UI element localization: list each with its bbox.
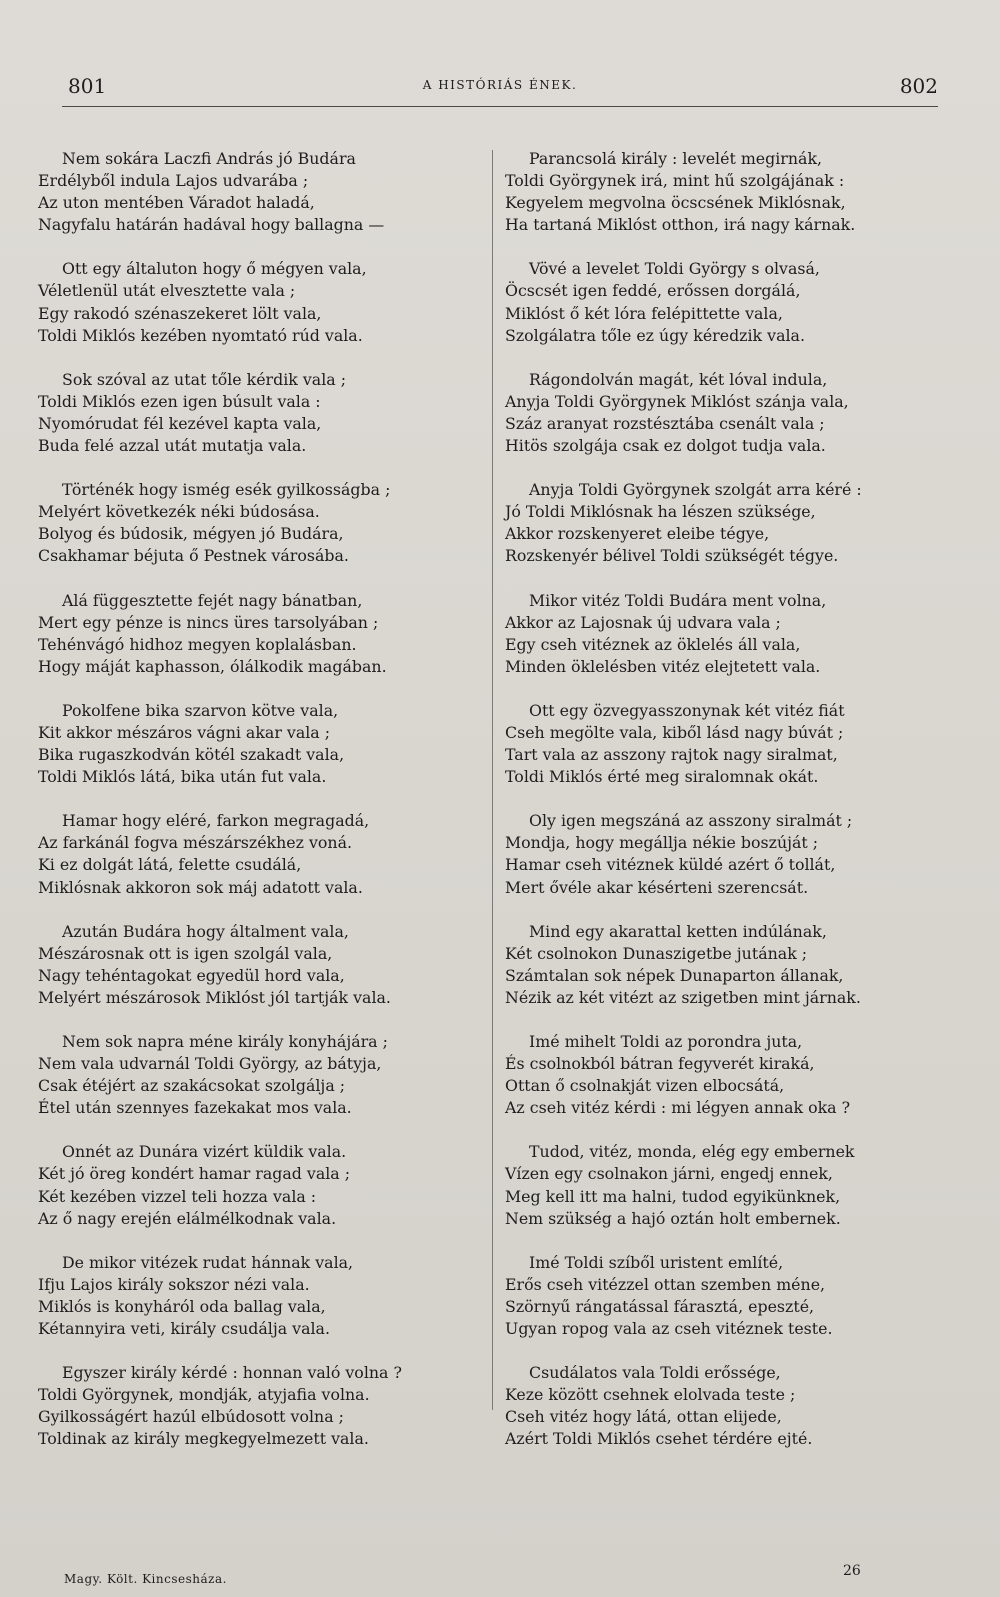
stanza bbox=[505, 369, 935, 457]
column-divider bbox=[492, 150, 493, 1410]
verse-line: Csudálatos vala Toldi erőssége, bbox=[529, 1363, 781, 1383]
verse-line: Ki ez dolgát látá, felette csudálá, bbox=[38, 855, 302, 875]
verse-line: Akkor az Lajosnak új udvara vala ; bbox=[505, 612, 781, 632]
stanza bbox=[38, 479, 468, 567]
verse-line: Az uton mentében Váradot haladá, bbox=[38, 193, 315, 213]
verse-line: Ha tartaná Miklóst otthon, irá nagy kárnak. bbox=[505, 215, 856, 235]
verse-line: Meg kell itt ma halni, tudod egyikünknek, bbox=[505, 1186, 841, 1206]
verse-line: Bolyog és búdosik, mégyen jó Budára, bbox=[38, 524, 344, 544]
verse-line: Csak étéjért az szakácsokat szolgálja ; bbox=[38, 1076, 346, 1096]
verse-line: Toldi Miklós kezében nyomtató rúd vala. bbox=[38, 325, 363, 345]
verse-line: Sok szóval az utat tőle kérdik vala ; bbox=[62, 369, 347, 389]
stanza bbox=[505, 1141, 935, 1229]
verse-line: Bika rugaszkodván kötél szakadt vala, bbox=[38, 745, 345, 765]
verse-line: Nagy tehéntagokat egyedül hord vala, bbox=[38, 965, 345, 985]
verse-line: Cseh megölte vala, kiből lásd nagy búvát ; bbox=[505, 722, 844, 742]
verse-line: Két jó öreg kondért hamar ragad vala ; bbox=[38, 1164, 351, 1184]
running-title: A HISTÓRIÁS ÉNEK. bbox=[422, 78, 578, 92]
verse-line: Miklósnak akkoron sok máj adatott vala. bbox=[38, 877, 363, 897]
verse-line: Kit akkor mészáros vágni akar vala ; bbox=[38, 722, 331, 742]
stanza bbox=[38, 1252, 468, 1340]
verse-line: Az cseh vitéz kérdi : mi légyen annak oka ? bbox=[505, 1098, 851, 1118]
verse-line: Anyja Toldi Györgynek szolgát arra kéré : bbox=[529, 480, 862, 500]
verse-line: Nem vala udvarnál Toldi György, az bátyja, bbox=[38, 1054, 382, 1074]
verse-line: Toldinak az király megkegyelmezett vala. bbox=[38, 1429, 369, 1449]
verse-line: Erdélyből indula Lajos udvarába ; bbox=[38, 171, 309, 191]
verse-line: Két kezében vizzel teli hozza vala : bbox=[38, 1186, 317, 1206]
verse-line: Mikor vitéz Toldi Budára ment volna, bbox=[529, 590, 827, 610]
verse-line: Azután Budára hogy általment vala, bbox=[62, 921, 349, 941]
verse-line: Mind egy akarattal ketten indúlának, bbox=[529, 921, 827, 941]
verse-line: Onnét az Dunára vizért küldik vala. bbox=[62, 1142, 347, 1162]
verse-line: Nagyfalu határán hadával hogy ballagna — bbox=[38, 215, 385, 235]
stanza bbox=[505, 1252, 935, 1340]
verse-line: Történék hogy ismég esék gyilkosságba ; bbox=[62, 480, 391, 500]
left-page-number: 801 bbox=[68, 74, 107, 98]
verse-line: Mert egy pénze is nincs üres tarsolyában ; bbox=[38, 612, 379, 632]
signature-mark: 26 bbox=[843, 1563, 861, 1579]
verse-line: Miklóst ő két lóra felépittette vala, bbox=[505, 303, 783, 323]
stanza bbox=[38, 1031, 468, 1119]
stanza bbox=[505, 700, 935, 788]
verse-line: Hogy máját kaphasson, ólálkodik magában. bbox=[38, 656, 387, 676]
verse-line: Mert ővéle akar késérteni szerencsát. bbox=[505, 877, 809, 897]
stanza bbox=[38, 590, 468, 678]
stanza bbox=[38, 369, 468, 457]
verse-line: Ifju Lajos király sokszor nézi vala. bbox=[38, 1274, 310, 1294]
verse-line: Akkor rozskenyeret eleibe tégye, bbox=[505, 524, 770, 544]
verse-line: Toldi Miklós érté meg siralomnak okát. bbox=[505, 767, 819, 787]
stanza bbox=[505, 590, 935, 678]
verse-line: Rágondolván magát, két lóval indula, bbox=[529, 369, 828, 389]
verse-line: Az farkánál fogva mészárszékhez voná. bbox=[38, 833, 353, 853]
verse-line: Imé mihelt Toldi az porondra juta, bbox=[529, 1032, 803, 1051]
verse-line: Mondja, hogy megállja nékie boszúját ; bbox=[505, 833, 819, 853]
stanza bbox=[38, 1141, 468, 1229]
verse-line: Vízen egy csolnakon járni, engedj ennek, bbox=[505, 1164, 833, 1184]
verse-line: Tehénvágó hidhoz megyen koplalásban. bbox=[38, 634, 357, 654]
stanza bbox=[505, 810, 935, 898]
verse-line: Nem sokára Laczfi András jó Budára bbox=[62, 149, 356, 168]
verse-line: Gyilkosságért hazúl elbúdosott volna ; bbox=[38, 1407, 344, 1427]
verse-line: Egyszer király kérdé : honnan való volna ? bbox=[62, 1363, 402, 1383]
verse-line: Azért Toldi Miklós csehet térdére ejté. bbox=[505, 1429, 813, 1449]
verse-line: Öcscsét igen feddé, erőssen dorgálá, bbox=[505, 281, 801, 301]
stanza bbox=[505, 1362, 935, 1450]
verse-line: Toldi Györgynek irá, mint hű szolgájának : bbox=[505, 171, 845, 191]
verse-line: Jó Toldi Miklósnak ha lészen szüksége, bbox=[505, 502, 816, 522]
verse-line: Véletlenül utát elvesztette vala ; bbox=[38, 281, 296, 301]
verse-line: Nyomórudat fél kezével kapta vala, bbox=[38, 413, 322, 433]
verse-line: Hamar hogy eléré, farkon megragadá, bbox=[62, 811, 370, 831]
verse-line: Tudod, vitéz, monda, elég egy embernek bbox=[529, 1142, 855, 1162]
verse-line: Két csolnokon Dunaszigetbe jutának ; bbox=[505, 943, 808, 963]
stanza bbox=[505, 148, 935, 236]
stanza bbox=[38, 700, 468, 788]
stanza bbox=[38, 810, 468, 898]
stanza bbox=[38, 1362, 468, 1450]
stanza bbox=[505, 921, 935, 1009]
right-column bbox=[505, 148, 935, 1473]
verse-line: Vövé a levelet Toldi György s olvasá, bbox=[529, 259, 820, 279]
verse-line: Rozskenyér bélivel Toldi szükségét tégye. bbox=[505, 546, 839, 566]
verse-line: Egy cseh vitéznek az öklelés áll vala, bbox=[505, 634, 801, 654]
verse-line: Kétannyira veti, király csudálja vala. bbox=[38, 1319, 330, 1339]
verse-line: Erős cseh vitézzel ottan szemben méne, bbox=[505, 1274, 826, 1294]
verse-line: Alá függesztette fejét nagy bánatban, bbox=[62, 590, 363, 610]
verse-line: Melyért következék néki búdosása. bbox=[38, 502, 320, 522]
verse-line: Nem sok napra méne király konyhájára ; bbox=[62, 1032, 388, 1051]
verse-line: Toldi Miklós ezen igen búsult vala : bbox=[38, 391, 321, 411]
verse-line: Nézik az két vitézt az szigetben mint járnak. bbox=[505, 987, 861, 1007]
verse-line: Hitös szolgája csak ez dolgot tudja vala. bbox=[505, 436, 826, 456]
verse-line: Toldi Györgynek, mondják, atyjafia volna. bbox=[38, 1385, 370, 1405]
verse-line: Pokolfene bika szarvon kötve vala, bbox=[62, 700, 339, 720]
verse-line: Egy rakodó szénaszekeret lölt vala, bbox=[38, 303, 322, 323]
verse-line: Csakhamar béjuta ő Pestnek városába. bbox=[38, 546, 349, 566]
verse-line: Toldi Miklós látá, bika után fut vala. bbox=[38, 767, 327, 787]
verse-line: Szörnyű rángatással fárasztá, epeszté, bbox=[505, 1296, 815, 1316]
stanza bbox=[505, 1031, 935, 1119]
verse-line: De mikor vitézek rudat hánnak vala, bbox=[62, 1252, 354, 1272]
verse-line: Szolgálatra tőle ez úgy kéredzik vala. bbox=[505, 325, 805, 345]
verse-line: Tart vala az asszony rajtok nagy siralmat, bbox=[505, 745, 838, 765]
verse-line: Száz aranyat rozstésztába csenált vala ; bbox=[505, 413, 825, 433]
verse-line: Ugyan ropog vala az cseh vitéznek teste. bbox=[505, 1319, 833, 1339]
verse-line: Anyja Toldi Györgynek Miklóst szánja vala, bbox=[505, 391, 849, 411]
verse-line: Melyért mészárosok Miklóst jól tartják vala. bbox=[38, 987, 391, 1007]
verse-line: Oly igen megszáná az asszony siralmát ; bbox=[529, 811, 853, 831]
page-header bbox=[62, 66, 938, 107]
verse-line: Imé Toldi szíből uristent említé, bbox=[529, 1252, 784, 1272]
verse-line: Mészárosnak ott is igen szolgál vala, bbox=[38, 943, 333, 963]
stanza bbox=[505, 258, 935, 346]
verse-line: Kegyelem megvolna öcscsének Miklósnak, bbox=[505, 193, 846, 213]
verse-line: Ott egy özvegyasszonynak két vitéz fiát bbox=[529, 700, 845, 720]
verse-line: Cseh vitéz hogy látá, ottan elijede, bbox=[505, 1407, 782, 1427]
footer-imprint: Magy. Költ. Kincsesháza. bbox=[64, 1572, 227, 1586]
verse-line: Keze között csehnek elolvada teste ; bbox=[505, 1385, 796, 1405]
stanza bbox=[505, 479, 935, 567]
verse-line: Buda felé azzal utát mutatja vala. bbox=[38, 436, 307, 456]
verse-line: Ott egy általuton hogy ő mégyen vala, bbox=[62, 259, 367, 279]
verse-line: Számtalan sok népek Dunaparton állanak, bbox=[505, 965, 844, 985]
stanza bbox=[38, 258, 468, 346]
verse-line: Minden öklelésben vitéz elejtetett vala. bbox=[505, 656, 821, 676]
verse-line: Ottan ő csolnakját vizen elbocsátá, bbox=[505, 1076, 785, 1096]
verse-line: Nem szükség a hajó oztán holt embernek. bbox=[505, 1208, 841, 1228]
verse-line: Étel után szennyes fazekakat mos vala. bbox=[38, 1098, 352, 1118]
stanza bbox=[38, 921, 468, 1009]
verse-line: Miklós is konyháról oda ballag vala, bbox=[38, 1296, 326, 1316]
left-column bbox=[38, 148, 468, 1473]
verse-line: És csolnokból bátran fegyverét kiraká, bbox=[505, 1054, 815, 1074]
verse-line: Parancsolá király : levelét megirnák, bbox=[529, 149, 823, 168]
verse-line: Az ő nagy erején elálmélkodnak vala. bbox=[38, 1208, 337, 1228]
right-page-number: 802 bbox=[899, 74, 938, 98]
stanza bbox=[38, 148, 468, 236]
verse-line: Hamar cseh vitéznek küldé azért ő tollát, bbox=[505, 855, 836, 875]
